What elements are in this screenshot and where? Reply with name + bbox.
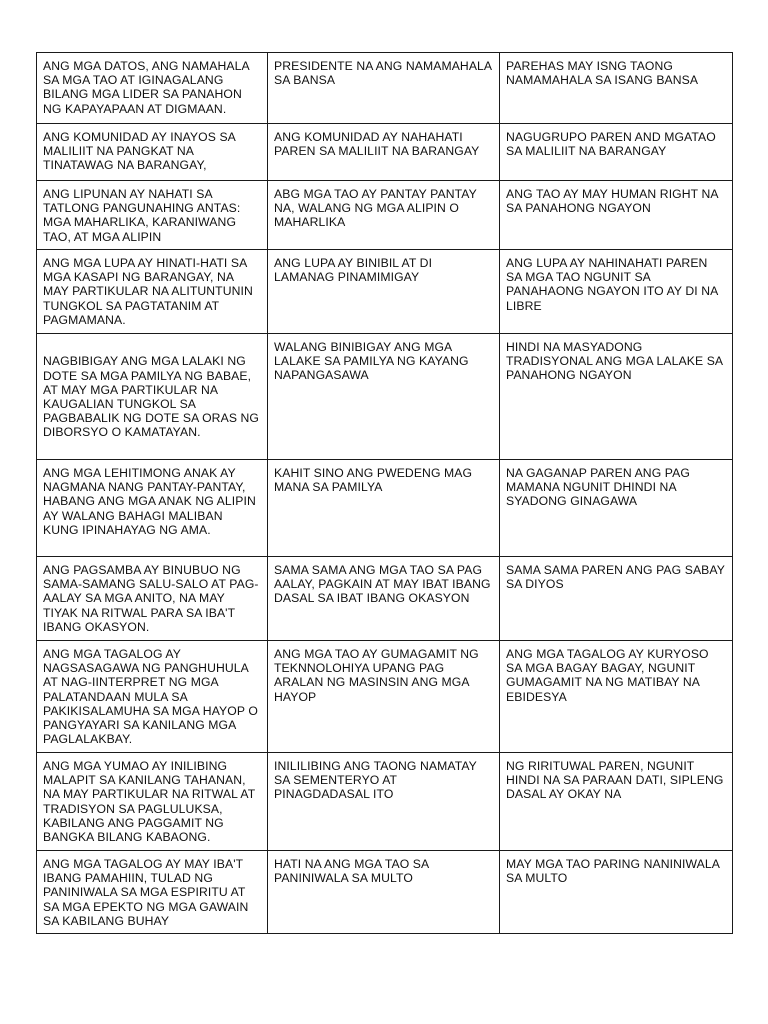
- table-cell-present: ANG KOMUNIDAD AY NAHAHATI PAREN SA MALILIIT NA BARANGAY: [268, 124, 500, 181]
- table-cell-past: ANG MGA LUPA AY HINATI-HATI SA MGA KASAPI NG BARANGAY, NA MAY PARTIKULAR NA ALITUNTUNIN TUNGKOL SA PAGTATANIM AT PAGMAMANA.: [37, 250, 268, 334]
- table-cell-present: PRESIDENTE NA ANG NAMAMAHALA SA BANSA: [268, 53, 500, 124]
- table-cell-present: SAMA SAMA ANG MGA TAO SA PAG AALAY, PAGKAIN AT MAY IBAT IBANG DASAL SA IBAT IBANG OKASYON: [268, 557, 500, 641]
- table-cell-past: ANG MGA LEHITIMONG ANAK AY NAGMANA NANG PANTAY-PANTAY, HABANG ANG MGA ANAK NG ALIPIN AY WALANG BAHAGI MALIBAN KUNG IPINAHAYAG NG AMA.: [37, 460, 268, 557]
- table-cell-comparison: PAREHAS MAY ISNG TAONG NAMAMAHALA SA ISANG BANSA: [500, 53, 733, 124]
- table-row: [37, 641, 733, 753]
- table-cell-comparison: NA GAGANAP PAREN ANG PAG MAMANA NGUNIT DHINDI NA SYADONG GINAGAWA: [500, 460, 733, 557]
- table-cell-comparison: ANG LUPA AY NAHINAHATI PAREN SA MGA TAO NGUNIT SA PANAHAONG NGAYON ITO AY DI NA LIBRE: [500, 250, 733, 334]
- table-cell-present: ANG LUPA AY BINIBIL AT DI LAMANAG PINAMIMIGAY: [268, 250, 500, 334]
- table-cell-past: ANG MGA YUMAO AY INILIBING MALAPIT SA KANILANG TAHANAN, NA MAY PARTIKULAR NA RITWAL AT TRADISYON SA PAGLULUKSA, KABILANG ANG PAGGAMIT NG BANGKA BILANG KABAONG.: [37, 753, 268, 851]
- table-cell-past: ANG KOMUNIDAD AY INAYOS SA MALILIIT NA PANGKAT NA TINATAWAG NA BARANGAY,: [37, 124, 268, 181]
- table-cell-comparison: HINDI NA MASYADONG TRADISYONAL ANG MGA LALAKE SA PANAHONG NGAYON: [500, 334, 733, 460]
- table-row: [37, 181, 733, 250]
- table-cell-past: ANG PAGSAMBA AY BINUBUO NG SAMA-SAMANG SALU-SALO AT PAG-AALAY SA MGA ANITO, NA MAY TIYAK NA RITWAL PARA SA IBA'T IBANG OKASYON.: [37, 557, 268, 641]
- table-row: [37, 851, 733, 934]
- table-row: [37, 250, 733, 334]
- table-cell-past: ANG MGA TAGALOG AY NAGSASAGAWA NG PANGHUHULA AT NAG-IINTERPRET NG MGA PALATANDAAN MULA SA PAKIKISALAMUHA SA MGA HAYOP O PANGYAYARI SA KANILANG MGA PAGLALAKBAY.: [37, 641, 268, 753]
- table-row: [37, 334, 733, 460]
- table-cell-past: ANG LIPUNAN AY NAHATI SA TATLONG PANGUNAHING ANTAS: MGA MAHARLIKA, KARANIWANG TAO, AT MGA ALIPIN: [37, 181, 268, 250]
- table-cell-comparison: SAMA SAMA PAREN ANG PAG SABAY SA DIYOS: [500, 557, 733, 641]
- table-cell-comparison: ANG TAO AY MAY HUMAN RIGHT NA SA PANAHONG NGAYON: [500, 181, 733, 250]
- table-row: [37, 124, 733, 181]
- table-cell-comparison: NAGUGRUPO PAREN AND MGATAO SA MALILIIT NA BARANGAY: [500, 124, 733, 181]
- table-cell-present: KAHIT SINO ANG PWEDENG MAG MANA SA PAMILYA: [268, 460, 500, 557]
- table-cell-comparison: ANG MGA TAGALOG AY KURYOSO SA MGA BAGAY BAGAY, NGUNIT GUMAGAMIT NA NG MATIBAY NA EBIDESYA: [500, 641, 733, 753]
- table-row: [37, 753, 733, 851]
- table-cell-past: ANG MGA TAGALOG AY MAY IBA'T IBANG PAMAHIIN, TULAD NG PANINIWALA SA MGA ESPIRITU AT SA MGA EPEKTO NG MGA GAWAIN SA KABILANG BUHAY: [37, 851, 268, 934]
- table-cell-comparison: NG RIRITUWAL PAREN, NGUNIT HINDI NA SA PARAAN DATI, SIPLENG DASAL AY OKAY NA: [500, 753, 733, 851]
- table-cell-past: ANG MGA DATOS, ANG NAMAHALA SA MGA TAO AT IGINAGALANG BILANG MGA LIDER SA PANAHON NG KAPAYAPAAN AT DIGMAAN.: [37, 53, 268, 124]
- comparison-table: [36, 52, 733, 934]
- table-cell-present: INILILIBING ANG TAONG NAMATAY SA SEMENTERYO AT PINAGDADASAL ITO: [268, 753, 500, 851]
- table-row: [37, 460, 733, 557]
- table-cell-comparison: MAY MGA TAO PARING NANINIWALA SA MULTO: [500, 851, 733, 934]
- table-cell-past: NAGBIBIGAY ANG MGA LALAKI NG DOTE SA MGA PAMILYA NG BABAE, AT MAY MGA PARTIKULAR NA KAUGALIAN TUNGKOL SA PAGBABALIK NG DOTE SA ORAS NG DIBORSYO O KAMATAYAN.: [37, 334, 268, 460]
- table-cell-present: ANG MGA TAO AY GUMAGAMIT NG TEKNNOLOHIYA UPANG PAG ARALAN NG MASINSIN ANG MGA HAYOP: [268, 641, 500, 753]
- table-cell-present: ABG MGA TAO AY PANTAY PANTAY NA, WALANG NG MGA ALIPIN O MAHARLIKA: [268, 181, 500, 250]
- table-row: [37, 557, 733, 641]
- table-cell-present: HATI NA ANG MGA TAO SA PANINIWALA SA MULTO: [268, 851, 500, 934]
- table-cell-present: WALANG BINIBIGAY ANG MGA LALAKE SA PAMILYA NG KAYANG NAPANGASAWA: [268, 334, 500, 460]
- table-row: [37, 53, 733, 124]
